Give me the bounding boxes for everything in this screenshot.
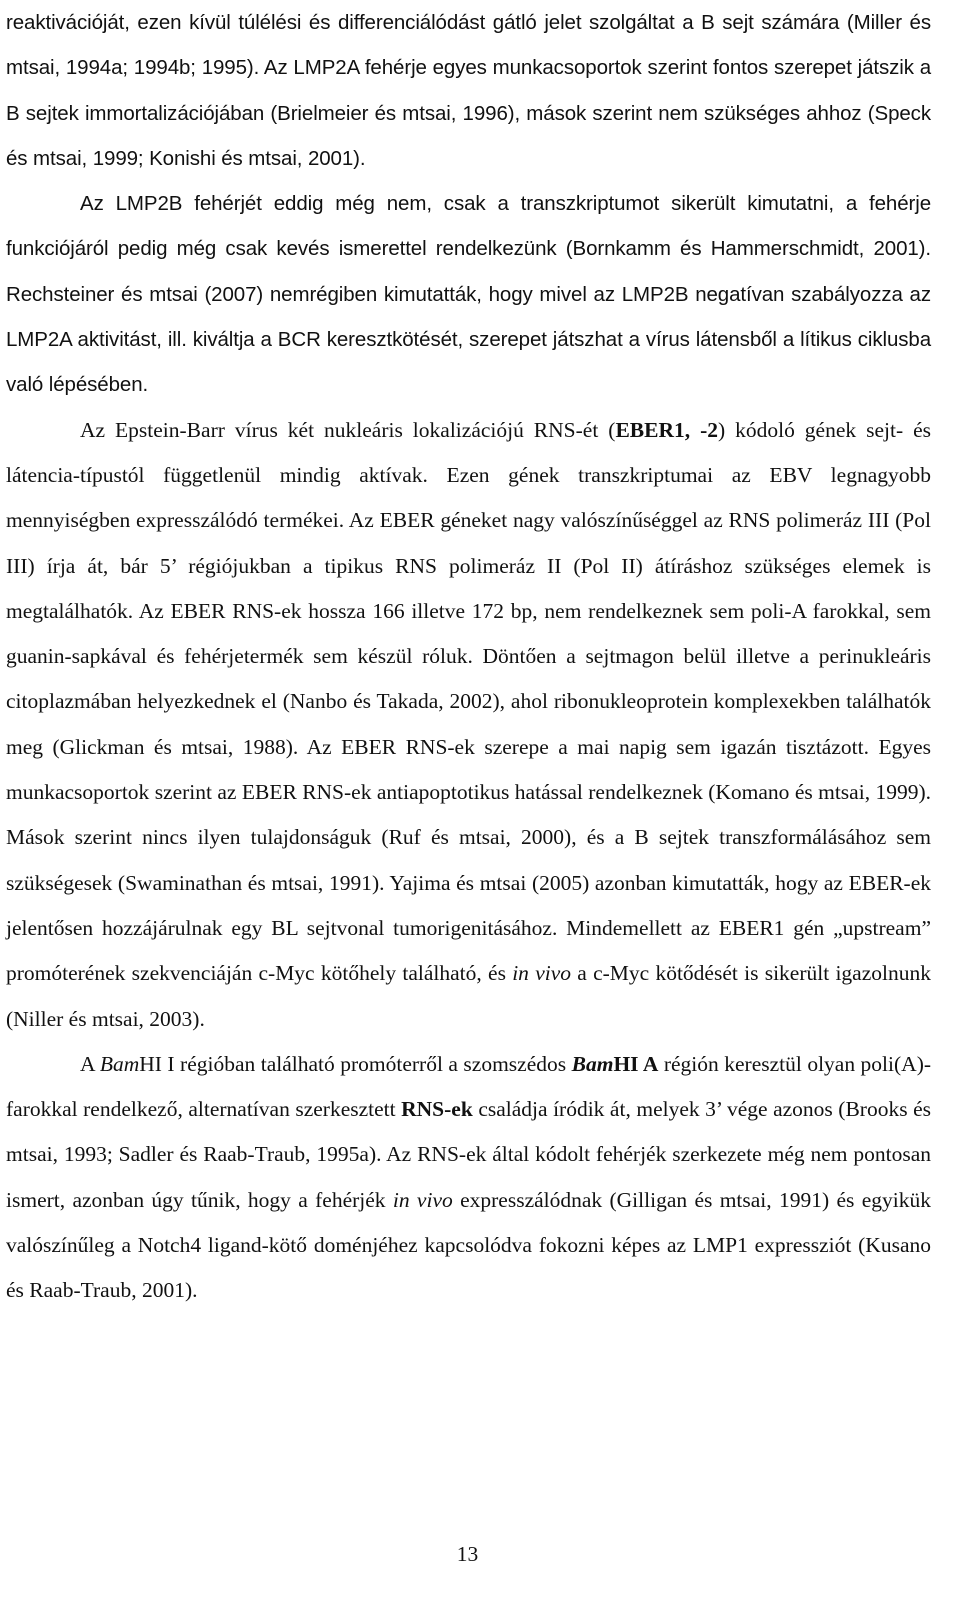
- paragraph-eber-text-3: a c-Myc kötődését is sikerült igazolnunk (Niller és mtsai, 2003).: [6, 961, 931, 1031]
- paragraph-bamhi: [6, 1042, 931, 1314]
- eber-bold-term: EBER1, -2: [615, 417, 718, 442]
- page-number: 13: [456, 1542, 479, 1566]
- paragraph-eber-text-1: Az Epstein-Barr vírus két nukleáris lokalizációjú RNS-ét (: [80, 417, 616, 442]
- paragraph-bamhi-text-2: HI I régióban található promóterről a szomszédos: [139, 1051, 572, 1076]
- bam-italic: Bam: [99, 1051, 140, 1076]
- bam-bold-italic: Bam: [571, 1051, 614, 1076]
- rns-ek-bold: RNS-ek: [401, 1097, 473, 1122]
- paragraph-lmp2a: reaktivációját, ezen kívül túlélési és differenciálódást gátló jelet szolgáltat a B sejt számára (Miller és mtsai, 1994a; 1994b; 1995). Az LMP2A fehérje egyes munkacsoportok szerint fontos szerepet játszik a B sejtek immortalizációjában (Brielmeier és mtsai, 1996), mások szerint nem szükséges ahhoz (Speck és mtsai, 1999; Konishi és mtsai, 2001).: [6, 11, 931, 170]
- in-vivo-italic: in vivo: [512, 961, 571, 986]
- paragraph-lmp2b: Az LMP2B fehérjét eddig még nem, csak a transzkriptumot sikerült kimutatni, a fehérje funkciójáról pedig még csak kevés ismerettel rendelkezünk (Bornkamm és Hammerschmidt, 2001). Rechsteiner és mtsai (2007) nemrégiben kimutatták, hogy mivel az LMP2B negatívan szabályozza az LMP2A aktivitást, ill. kiváltja a BCR keresztkötését, szerepet játszhat a vírus látensből a lítikus ciklusba való lépésében.: [6, 192, 931, 397]
- document-page: [6, 0, 931, 1314]
- hi-a-bold: HI A: [613, 1051, 659, 1076]
- in-vivo-italic-2: in vivo: [392, 1187, 453, 1212]
- paragraph-bamhi-text-4: családja íródik át, melyek 3’ vége azonos (Brooks és mtsai, 1993; Sadler és Raab-Traub, 1995a). Az RNS-ek által kódolt fehérjék szerkezete még nem pontosan ismert, azonban úgy tűnik, hogy a fehérjék: [6, 1097, 931, 1212]
- paragraph-bamhi-text-1: A: [80, 1051, 100, 1076]
- paragraph-bamhi-text-5: expresszálódnak (Gilligan és mtsai, 1991) és egyikük valószínűleg a Notch4 ligand-kötő doménjéhez kapcsolódva fokozni képes az LMP1 expressziót (Kusano és Raab-Traub, 2001).: [6, 1187, 931, 1303]
- paragraph-eber: [6, 408, 931, 1042]
- paragraph-bamhi-text-3: régión keresztül olyan poli(A)-farokkal rendelkező, alternatívan szerkesztett: [6, 1051, 932, 1122]
- paragraph-eber-text-2: ) kódoló gének sejt- és látencia-típustól függetlenül mindig aktívak. Ezen gének transzkriptumai az EBV legnagyobb mennyiségben expresszálódó termékei. Az EBER géneket nagy valószínűséggel az RNS polimeráz III (Pol III) írja át, bár 5’ régiójukban a tipikus RNS polimeráz II (Pol II) átíráshoz szükséges elemek is megtalálhatók. Az EBER RNS-ek hossza 166 illetve 172 bp, nem rendelkeznek sem poli-A farokkal, sem guanin-sapkával és fehérjetermék sem készül róluk. Döntően a sejtmagon belül illetve a perinukleáris citoplazmában helyezkednek el (Nanbo és Takada, 2002), ahol ribonukleoprotein komplexekben találhatók meg (Glickman és mtsai, 1988). Az EBER RNS-ek szerepe a mai napig sem igazán tisztázott. Egyes munkacsoportok szerint az EBER RNS-ek antiapoptotikus hatással rendelkeznek (Komano és mtsai, 1999). Mások szerint nincs ilyen tulajdonságuk (Ruf és mtsai, 2000), és a B sejtek transzformálásához sem szükségesek (Swaminathan és mtsai, 1991). Yajima és mtsai (2005) azonban kimutatták, hogy az EBER-ek jelentősen hozzájárulnak egy BL sejtvonal tumorigenitásához. Mindemellett az EBER1 gén „upstream” promóterének szekvenciáján c-Myc kötőhely található, és: [6, 417, 931, 986]
